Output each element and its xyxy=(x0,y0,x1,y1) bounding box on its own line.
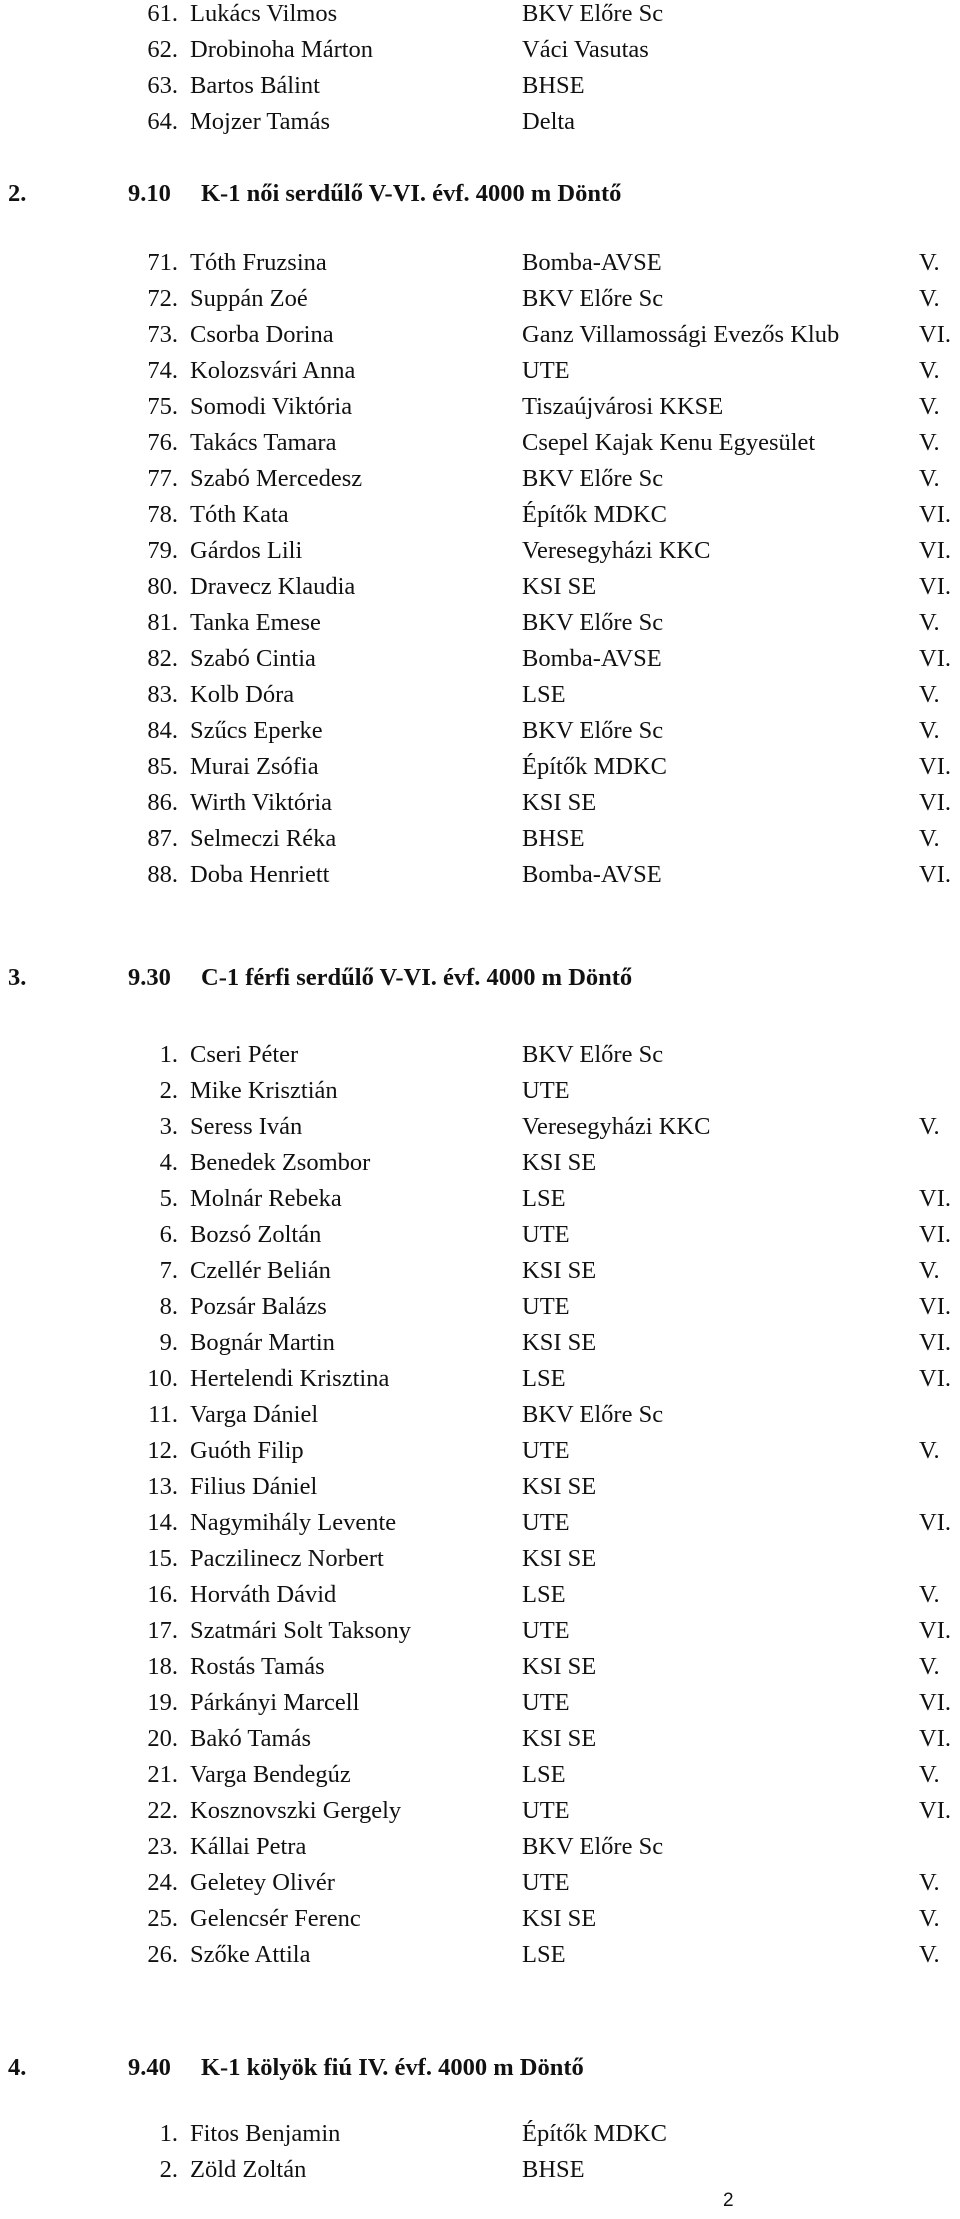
competitor-name: Murai Zsófia xyxy=(190,753,319,780)
school-year: VI. xyxy=(919,861,951,888)
entry-number: 7. xyxy=(159,1257,178,1284)
school-year: V. xyxy=(919,393,940,420)
entry-number: 76. xyxy=(147,429,178,456)
club-name: LSE xyxy=(522,1941,566,1968)
competitor-name: Kállai Petra xyxy=(190,1833,307,1860)
entry-row xyxy=(0,1577,960,1613)
competitor-name: Mike Krisztián xyxy=(190,1077,338,1104)
club-name: BKV Előre Sc xyxy=(522,1041,664,1068)
entry-row xyxy=(0,749,960,785)
entry-row xyxy=(0,1361,960,1397)
competitor-name: Geletey Olivér xyxy=(190,1869,335,1896)
competitor-name: Doba Henriett xyxy=(190,861,330,888)
competitor-name: Tóth Kata xyxy=(190,501,289,528)
entry-row xyxy=(0,1433,960,1469)
entry-number: 2. xyxy=(159,1077,178,1104)
school-year: VI. xyxy=(919,1797,951,1824)
school-year: V. xyxy=(919,681,940,708)
competitor-name: Szőke Attila xyxy=(190,1941,311,1968)
entry-row xyxy=(0,677,960,713)
competitor-name: Gelencsér Ferenc xyxy=(190,1905,361,1932)
competitor-name: Varga Bendegúz xyxy=(190,1761,351,1788)
entry-number: 61. xyxy=(147,0,178,27)
school-year: VI. xyxy=(919,537,951,564)
entry-row xyxy=(0,641,960,677)
club-name: Tiszaújvárosi KKSE xyxy=(522,393,724,420)
entry-number: 72. xyxy=(147,285,178,312)
competitor-name: Párkányi Marcell xyxy=(190,1689,360,1716)
club-name: UTE xyxy=(522,357,570,384)
entry-number: 71. xyxy=(147,249,178,276)
school-year: VI. xyxy=(919,501,951,528)
entry-row xyxy=(0,461,960,497)
school-year: V. xyxy=(919,825,940,852)
school-year: VI. xyxy=(919,1329,951,1356)
club-name: BHSE xyxy=(522,72,585,99)
club-name: UTE xyxy=(522,1797,570,1824)
club-name: KSI SE xyxy=(522,1545,597,1572)
club-name: UTE xyxy=(522,1293,570,1320)
school-year: V. xyxy=(919,357,940,384)
club-name: LSE xyxy=(522,1365,566,1392)
entry-number: 23. xyxy=(147,1833,178,1860)
entry-number: 5. xyxy=(159,1185,178,1212)
entry-number: 18. xyxy=(147,1653,178,1680)
school-year: VI. xyxy=(919,645,951,672)
competitor-name: Nagymihály Levente xyxy=(190,1509,397,1536)
entry-number: 8. xyxy=(159,1293,178,1320)
competitor-name: Fitos Benjamin xyxy=(190,2120,341,2147)
entry-row xyxy=(0,1217,960,1253)
club-name: Építők MDKC xyxy=(522,501,667,528)
competitor-name: Horváth Dávid xyxy=(190,1581,337,1608)
entry-row xyxy=(0,1865,960,1901)
competitor-name: Somodi Viktória xyxy=(190,393,353,420)
competitor-name: Pozsár Balázs xyxy=(190,1293,327,1320)
club-name: BKV Előre Sc xyxy=(522,465,664,492)
page-number: 2 xyxy=(723,2190,734,2211)
school-year: VI. xyxy=(919,1221,951,1248)
entry-number: 9. xyxy=(159,1329,178,1356)
entry-row xyxy=(0,281,960,317)
school-year: VI. xyxy=(919,321,951,348)
entry-row xyxy=(0,1145,960,1181)
club-name: BKV Előre Sc xyxy=(522,285,664,312)
competitor-name: Selmeczi Réka xyxy=(190,825,337,852)
club-name: Váci Vasutas xyxy=(522,36,649,63)
entry-number: 86. xyxy=(147,789,178,816)
entry-row xyxy=(0,1109,960,1145)
school-year: V. xyxy=(919,1653,940,1680)
competitor-name: Bartos Bálint xyxy=(190,72,320,99)
competitor-name: Zöld Zoltán xyxy=(190,2156,307,2183)
race-title: K-1 kölyök fiú IV. évf. 4000 m Döntő xyxy=(201,2054,584,2081)
entry-number: 73. xyxy=(147,321,178,348)
entry-row xyxy=(0,1901,960,1937)
entry-number: 80. xyxy=(147,573,178,600)
school-year: V. xyxy=(919,1257,940,1284)
school-year: VI. xyxy=(919,573,951,600)
club-name: BKV Előre Sc xyxy=(522,717,664,744)
club-name: KSI SE xyxy=(522,1473,597,1500)
entry-number: 62. xyxy=(147,36,178,63)
club-name: Delta xyxy=(522,108,576,135)
entry-number: 87. xyxy=(147,825,178,852)
competitor-name: Guóth Filip xyxy=(190,1437,304,1464)
club-name: LSE xyxy=(522,1581,566,1608)
entry-row xyxy=(0,605,960,641)
competitor-name: Gárdos Lili xyxy=(190,537,303,564)
competitor-name: Suppán Zoé xyxy=(190,285,308,312)
school-year: V. xyxy=(919,1905,940,1932)
competitor-name: Mojzer Tamás xyxy=(190,108,331,135)
entry-row xyxy=(0,1289,960,1325)
entry-number: 75. xyxy=(147,393,178,420)
competitor-name: Seress Iván xyxy=(190,1113,303,1140)
entry-row xyxy=(0,1397,960,1433)
entry-number: 83. xyxy=(147,681,178,708)
school-year: V. xyxy=(919,1437,940,1464)
entry-number: 10. xyxy=(147,1365,178,1392)
club-name: KSI SE xyxy=(522,1905,597,1932)
school-year: VI. xyxy=(919,1689,951,1716)
competitor-name: Czellér Belián xyxy=(190,1257,331,1284)
competitor-name: Lukács Vilmos xyxy=(190,0,338,27)
school-year: V. xyxy=(919,429,940,456)
entry-number: 4. xyxy=(159,1149,178,1176)
entry-number: 3. xyxy=(159,1113,178,1140)
entry-row xyxy=(0,1541,960,1577)
entry-number: 82. xyxy=(147,645,178,672)
club-name: BKV Előre Sc xyxy=(522,1401,664,1428)
club-name: Építők MDKC xyxy=(522,753,667,780)
entry-row xyxy=(0,317,960,353)
entry-number: 17. xyxy=(147,1617,178,1644)
club-name: KSI SE xyxy=(522,573,597,600)
entry-row xyxy=(0,1037,960,1073)
entry-number: 24. xyxy=(147,1869,178,1896)
club-name: KSI SE xyxy=(522,1329,597,1356)
entry-number: 74. xyxy=(147,357,178,384)
entry-number: 84. xyxy=(147,717,178,744)
entry-row xyxy=(0,68,960,104)
club-name: Csepel Kajak Kenu Egyesület xyxy=(522,429,816,456)
club-name: UTE xyxy=(522,1221,570,1248)
school-year: V. xyxy=(919,285,940,312)
entry-row xyxy=(0,353,960,389)
competitor-name: Wirth Viktória xyxy=(190,789,333,816)
race-title: C-1 férfi serdűlő V-VI. évf. 4000 m Döntő xyxy=(201,964,633,991)
race-number: 2. xyxy=(8,180,27,207)
entry-row xyxy=(0,1505,960,1541)
school-year: V. xyxy=(919,1941,940,1968)
competitor-name: Bozsó Zoltán xyxy=(190,1221,322,1248)
competitor-name: Szűcs Eperke xyxy=(190,717,323,744)
club-name: LSE xyxy=(522,1185,566,1212)
entry-number: 81. xyxy=(147,609,178,636)
entry-number: 64. xyxy=(147,108,178,135)
entry-row xyxy=(0,785,960,821)
entry-row xyxy=(0,104,960,140)
competitor-name: Benedek Zsombor xyxy=(190,1149,371,1176)
club-name: KSI SE xyxy=(522,1725,597,1752)
entry-row xyxy=(0,713,960,749)
entry-row xyxy=(0,425,960,461)
club-name: UTE xyxy=(522,1509,570,1536)
entry-number: 79. xyxy=(147,537,178,564)
entry-number: 12. xyxy=(147,1437,178,1464)
entry-row xyxy=(0,245,960,281)
entry-number: 22. xyxy=(147,1797,178,1824)
competitor-name: Kosznovszki Gergely xyxy=(190,1797,402,1824)
entry-row xyxy=(0,1253,960,1289)
club-name: KSI SE xyxy=(522,1149,597,1176)
school-year: VI. xyxy=(919,1617,951,1644)
entry-number: 85. xyxy=(147,753,178,780)
club-name: UTE xyxy=(522,1869,570,1896)
entry-number: 1. xyxy=(159,2120,178,2147)
competitor-name: Filius Dániel xyxy=(190,1473,318,1500)
school-year: V. xyxy=(919,1869,940,1896)
club-name: KSI SE xyxy=(522,789,597,816)
competitor-name: Bognár Martin xyxy=(190,1329,335,1356)
school-year: VI. xyxy=(919,1293,951,1320)
entry-row xyxy=(0,1613,960,1649)
school-year: VI. xyxy=(919,1365,951,1392)
race-time: 9.30 xyxy=(128,964,171,991)
entry-row xyxy=(0,0,960,32)
club-name: BKV Előre Sc xyxy=(522,1833,664,1860)
club-name: UTE xyxy=(522,1617,570,1644)
entry-row xyxy=(0,1793,960,1829)
entry-row xyxy=(0,1757,960,1793)
race-number: 4. xyxy=(8,2054,27,2081)
race-heading xyxy=(0,2048,960,2088)
competitor-name: Molnár Rebeka xyxy=(190,1185,342,1212)
competitor-name: Varga Dániel xyxy=(190,1401,319,1428)
entry-row xyxy=(0,2152,960,2188)
entry-row xyxy=(0,1181,960,1217)
school-year: V. xyxy=(919,1761,940,1788)
club-name: Bomba-AVSE xyxy=(522,645,662,672)
club-name: BHSE xyxy=(522,825,585,852)
school-year: V. xyxy=(919,609,940,636)
school-year: V. xyxy=(919,249,940,276)
school-year: V. xyxy=(919,1581,940,1608)
entry-row xyxy=(0,1469,960,1505)
club-name: BHSE xyxy=(522,2156,585,2183)
club-name: Veresegyházi KKC xyxy=(522,1113,711,1140)
entry-row xyxy=(0,389,960,425)
entry-number: 14. xyxy=(147,1509,178,1536)
school-year: V. xyxy=(919,717,940,744)
school-year: VI. xyxy=(919,789,951,816)
entry-row xyxy=(0,1685,960,1721)
club-name: Bomba-AVSE xyxy=(522,861,662,888)
race-heading xyxy=(0,174,960,214)
entry-number: 78. xyxy=(147,501,178,528)
competitor-name: Takács Tamara xyxy=(190,429,337,456)
entry-row xyxy=(0,2116,960,2152)
entry-row xyxy=(0,821,960,857)
club-name: LSE xyxy=(522,681,566,708)
entry-row xyxy=(0,569,960,605)
entry-row xyxy=(0,1937,960,1973)
club-name: UTE xyxy=(522,1689,570,1716)
competitor-name: Szatmári Solt Taksony xyxy=(190,1617,412,1644)
competitor-name: Paczilinecz Norbert xyxy=(190,1545,384,1572)
race-heading xyxy=(0,958,960,998)
club-name: UTE xyxy=(522,1077,570,1104)
school-year: VI. xyxy=(919,1509,951,1536)
competitor-name: Rostás Tamás xyxy=(190,1653,325,1680)
entry-number: 15. xyxy=(147,1545,178,1572)
competitor-name: Kolozsvári Anna xyxy=(190,357,356,384)
race-number: 3. xyxy=(8,964,27,991)
entry-number: 20. xyxy=(147,1725,178,1752)
school-year: VI. xyxy=(919,753,951,780)
competitor-name: Tanka Emese xyxy=(190,609,321,636)
club-name: Ganz Villamossági Evezős Klub xyxy=(522,321,840,348)
club-name: Veresegyházi KKC xyxy=(522,537,711,564)
school-year: V. xyxy=(919,465,940,492)
race-title: K-1 női serdűlő V-VI. évf. 4000 m Döntő xyxy=(201,180,622,207)
club-name: Bomba-AVSE xyxy=(522,249,662,276)
club-name: BKV Előre Sc xyxy=(522,609,664,636)
entry-row xyxy=(0,857,960,893)
entry-number: 63. xyxy=(147,72,178,99)
race-time: 9.40 xyxy=(128,2054,171,2081)
school-year: V. xyxy=(919,1113,940,1140)
competitor-name: Drobinoha Márton xyxy=(190,36,374,63)
entry-number: 16. xyxy=(147,1581,178,1608)
entry-row xyxy=(0,1649,960,1685)
competitor-name: Tóth Fruzsina xyxy=(190,249,327,276)
entry-row xyxy=(0,533,960,569)
entry-number: 13. xyxy=(147,1473,178,1500)
entry-number: 77. xyxy=(147,465,178,492)
competitor-name: Szabó Cintia xyxy=(190,645,316,672)
competitor-name: Hertelendi Krisztina xyxy=(190,1365,390,1392)
competitor-name: Szabó Mercedesz xyxy=(190,465,363,492)
competitor-name: Bakó Tamás xyxy=(190,1725,311,1752)
club-name: KSI SE xyxy=(522,1653,597,1680)
club-name: KSI SE xyxy=(522,1257,597,1284)
entry-row xyxy=(0,1325,960,1361)
entry-row xyxy=(0,497,960,533)
entry-row xyxy=(0,32,960,68)
school-year: VI. xyxy=(919,1185,951,1212)
entry-row xyxy=(0,1721,960,1757)
entry-number: 88. xyxy=(147,861,178,888)
race-time: 9.10 xyxy=(128,180,171,207)
school-year: VI. xyxy=(919,1725,951,1752)
entry-number: 19. xyxy=(147,1689,178,1716)
entry-number: 1. xyxy=(159,1041,178,1068)
entry-number: 21. xyxy=(147,1761,178,1788)
entry-row xyxy=(0,1073,960,1109)
entry-number: 11. xyxy=(148,1401,178,1428)
entry-row xyxy=(0,1829,960,1865)
club-name: Építők MDKC xyxy=(522,2120,667,2147)
entry-number: 26. xyxy=(147,1941,178,1968)
entry-number: 6. xyxy=(159,1221,178,1248)
entry-number: 2. xyxy=(159,2156,178,2183)
entry-number: 25. xyxy=(147,1905,178,1932)
club-name: LSE xyxy=(522,1761,566,1788)
club-name: BKV Előre Sc xyxy=(522,0,664,27)
competitor-name: Dravecz Klaudia xyxy=(190,573,356,600)
competitor-name: Csorba Dorina xyxy=(190,321,334,348)
competitor-name: Cseri Péter xyxy=(190,1041,299,1068)
club-name: UTE xyxy=(522,1437,570,1464)
competitor-name: Kolb Dóra xyxy=(190,681,295,708)
